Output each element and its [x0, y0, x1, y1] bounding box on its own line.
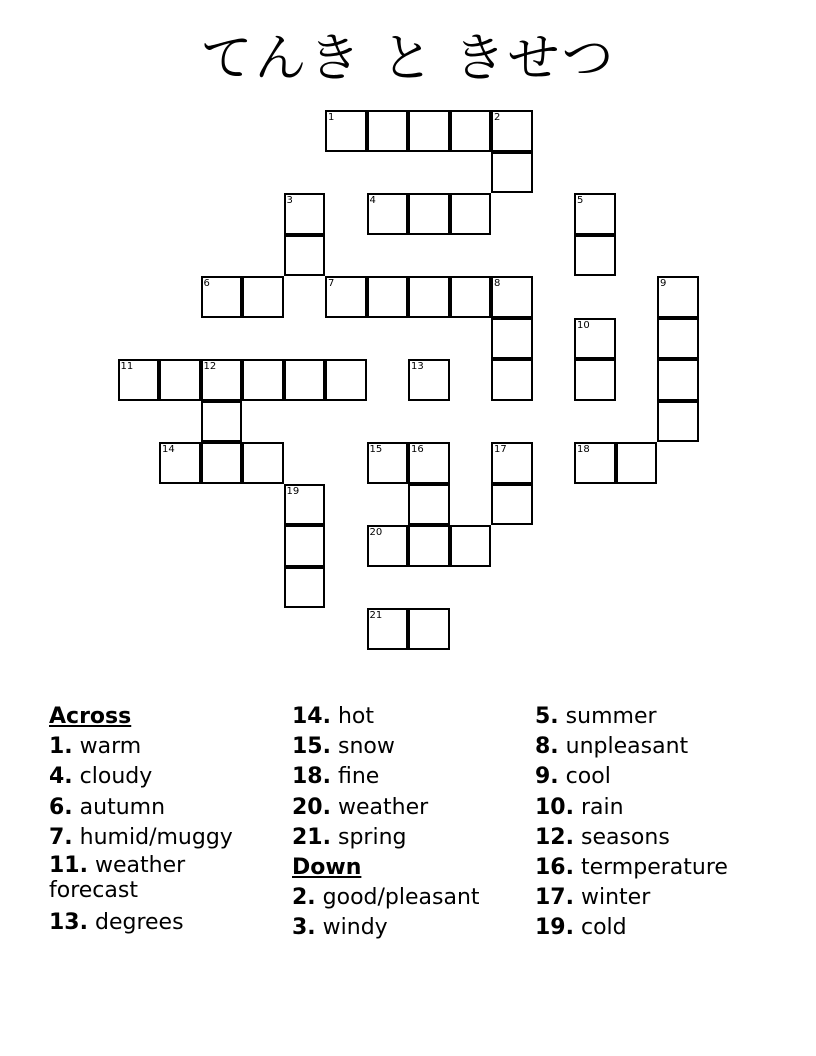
clue-across-20: 20. weather [292, 794, 429, 820]
grid-cell-16[interactable] [408, 442, 450, 484]
grid-cell[interactable] [408, 525, 450, 567]
grid-cell[interactable] [657, 401, 699, 443]
clue-number: 13 [411, 361, 424, 372]
clue-number: 21 [369, 610, 383, 621]
grid-cell[interactable] [657, 359, 699, 401]
clue-down-9: 9. cool [535, 764, 611, 790]
clue-number: 18 [577, 444, 590, 455]
clue-down-16: 16. termperature [535, 855, 728, 881]
clue-down-5: 5. summer [535, 704, 657, 729]
clue-number: 14 [162, 444, 175, 455]
grid-cell[interactable] [616, 442, 658, 484]
grid-cell-3[interactable] [284, 193, 326, 235]
grid-cell-1[interactable] [325, 110, 367, 152]
clue-across-18: 18. fine [292, 764, 380, 790]
grid-cell[interactable] [450, 276, 492, 318]
grid-cell[interactable] [574, 359, 616, 401]
clue-across-6: 6. autumn [49, 794, 166, 820]
clue-across-1: 1. warm [49, 734, 142, 760]
clue-number: 20 [369, 527, 383, 538]
clue-number: 9 [660, 278, 667, 289]
clue-number: 19 [286, 485, 300, 497]
clue-number: 3 [286, 195, 293, 206]
grid-cell[interactable] [574, 235, 616, 277]
grid-cell-4[interactable] [367, 193, 409, 235]
clue-down-8: 8. unpleasant [535, 734, 689, 760]
clue-across-11: 11. weather forecast [49, 853, 186, 904]
clue-number: 7 [328, 278, 335, 289]
across-heading: Across [49, 704, 132, 729]
grid-cell-12[interactable] [201, 359, 243, 401]
grid-cell[interactable] [242, 442, 284, 484]
clue-down-3: 3. windy [292, 915, 388, 941]
clue-across-15: 15. snow [292, 734, 395, 760]
clue-number: 1 [328, 112, 335, 123]
grid-cell[interactable] [367, 276, 409, 318]
grid-cell[interactable] [284, 235, 326, 277]
grid-cell-15[interactable] [367, 442, 409, 484]
clue-number: 15 [369, 444, 383, 455]
clue-across-21: 21. spring [292, 824, 407, 850]
grid-cell[interactable] [408, 193, 450, 235]
grid-cell[interactable] [201, 442, 243, 484]
grid-cell[interactable] [408, 110, 450, 152]
grid-cell-6[interactable] [201, 276, 243, 318]
grid-cell-8[interactable] [491, 276, 533, 318]
clue-across-7: 7. humid/muggy [49, 824, 233, 850]
clue-across-13: 13. degrees [49, 910, 184, 936]
clues-column-1 [49, 702, 279, 938]
grid-cell[interactable] [325, 359, 367, 401]
grid-cell[interactable] [408, 276, 450, 318]
clue-down-10: 10. rain [535, 794, 624, 820]
grid-cell[interactable] [491, 318, 533, 360]
clue-number: 10 [577, 319, 590, 331]
grid-cell-7[interactable] [325, 276, 367, 318]
grid-cell-21[interactable] [367, 608, 409, 650]
clue-number: 17 [494, 444, 507, 455]
grid-cell[interactable] [450, 193, 492, 235]
clues-column-3 [535, 702, 795, 944]
clues-column-2 [292, 702, 522, 944]
grid-cell-14[interactable] [159, 442, 201, 484]
clue-number: 11 [120, 361, 134, 372]
grid-cell[interactable] [284, 359, 326, 401]
grid-cell[interactable] [201, 401, 243, 443]
grid-cell[interactable] [367, 110, 409, 152]
grid-cell[interactable] [491, 359, 533, 401]
grid-cell-13[interactable] [408, 359, 450, 401]
clue-number: 8 [494, 278, 501, 289]
puzzle-title: てんき と きせつ [200, 29, 616, 89]
grid-cell-11[interactable] [118, 359, 160, 401]
down-heading: Down [292, 855, 362, 881]
grid-cell[interactable] [657, 318, 699, 360]
grid-cell[interactable] [408, 484, 450, 526]
clue-across-4: 4. cloudy [49, 764, 153, 790]
grid-cell[interactable] [491, 484, 533, 526]
clue-number: 4 [369, 195, 376, 206]
grid-cell[interactable] [159, 359, 201, 401]
grid-cell-20[interactable] [367, 525, 409, 567]
grid-cell-19[interactable] [284, 484, 326, 526]
clue-down-19: 19. cold [535, 915, 627, 941]
grid-cell-17[interactable] [491, 442, 533, 484]
clue-number: 5 [577, 195, 584, 206]
clue-number: 6 [203, 278, 210, 289]
grid-cell[interactable] [408, 608, 450, 650]
grid-cell[interactable] [284, 525, 326, 567]
grid-cell-5[interactable] [574, 193, 616, 235]
clue-down-2: 2. good/pleasant [292, 885, 480, 911]
grid-cell-2[interactable] [491, 110, 533, 152]
grid-cell[interactable] [242, 276, 284, 318]
grid-cell[interactable] [450, 525, 492, 567]
clue-number: 2 [494, 112, 501, 123]
grid-cell-10[interactable] [574, 318, 616, 360]
grid-cell[interactable] [242, 359, 284, 401]
grid-cell-18[interactable] [574, 442, 616, 484]
clue-down-12: 12. seasons [535, 824, 670, 850]
grid-cell[interactable] [450, 110, 492, 152]
clue-number: 16 [411, 444, 424, 455]
clue-down-17: 17. winter [535, 885, 651, 911]
clue-number: 12 [203, 361, 217, 372]
grid-cell[interactable] [491, 152, 533, 194]
grid-cell-9[interactable] [657, 276, 699, 318]
grid-cell[interactable] [284, 567, 326, 609]
clue-across-14: 14. hot [292, 704, 375, 729]
